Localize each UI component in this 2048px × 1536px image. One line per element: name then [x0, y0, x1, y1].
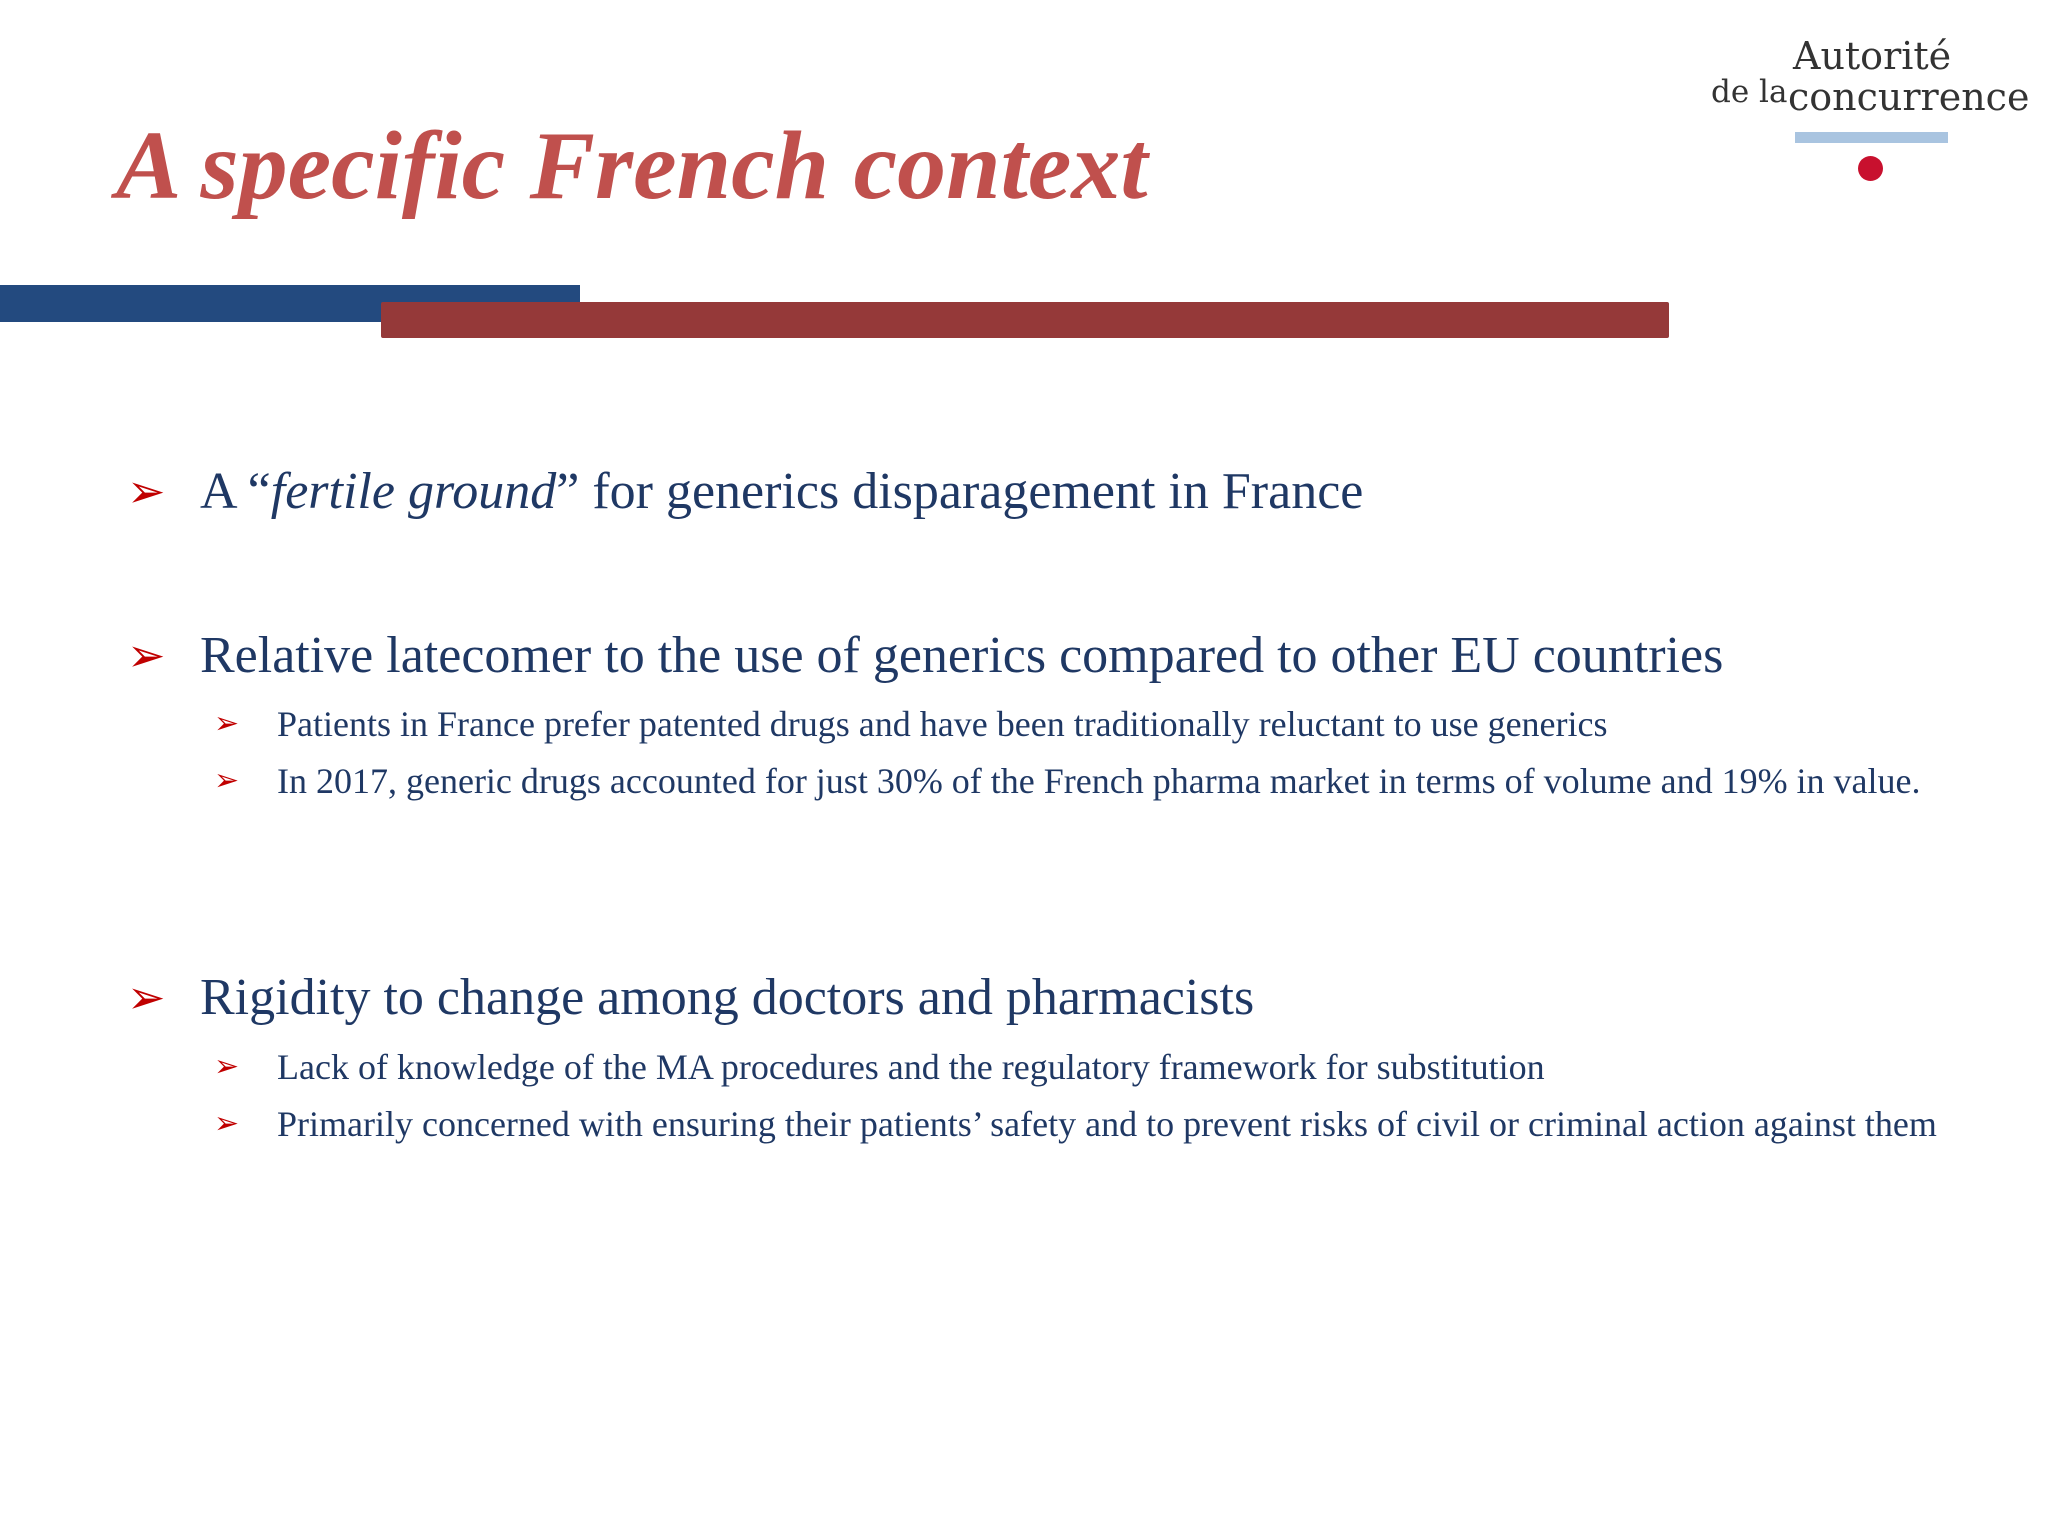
- arrow-bullet-icon: ➢: [214, 1050, 240, 1083]
- bullet-text: [200, 460, 1363, 524]
- autorite-logo: [1700, 34, 2040, 194]
- arrow-bullet-icon: ➢: [214, 1107, 240, 1140]
- logo-word-autorite: Autorité: [1793, 34, 1952, 78]
- arrow-bullet-icon: ➢: [127, 630, 166, 681]
- logo-word-concurrence: concurrence: [1788, 75, 2030, 119]
- sub-bullet-text: In 2017, generic drugs accounted for just 30% of the French pharma market in terms of volume and 19% in value.: [277, 761, 1921, 801]
- sub-bullet-text: Patients in France prefer patented drugs and have been traditionally reluctant to use generics: [277, 704, 1608, 744]
- arrow-bullet-icon: ➢: [214, 707, 240, 740]
- arrow-bullet-icon: ➢: [214, 764, 240, 797]
- arrow-bullet-icon: ➢: [127, 972, 166, 1023]
- bullet-text-emphasis: fertile ground: [270, 463, 557, 520]
- arrow-bullet-icon: ➢: [127, 466, 166, 517]
- logo-dot: [1858, 156, 1883, 181]
- bullet-text-prefix: A “: [200, 463, 271, 520]
- logo-word-de-la: de la: [1711, 74, 1788, 110]
- bullet-text: Rigidity to change among doctors and pharmacists: [200, 969, 1255, 1026]
- logo-bar: [1795, 132, 1948, 143]
- bullet-text-suffix: ” for generics disparagement in France: [556, 463, 1364, 520]
- sub-bullet-text: Lack of knowledge of the MA procedures and the regulatory framework for substitution: [277, 1047, 1545, 1087]
- sub-bullet-text: Primarily concerned with ensuring their patients’ safety and to prevent risks of civil or criminal action against them: [277, 1104, 1937, 1144]
- bullet-text: Relative latecomer to the use of generics compared to other EU countries: [200, 627, 1724, 684]
- decorative-bar-red: [381, 302, 1669, 338]
- slide-title: A specific French context: [116, 112, 1148, 220]
